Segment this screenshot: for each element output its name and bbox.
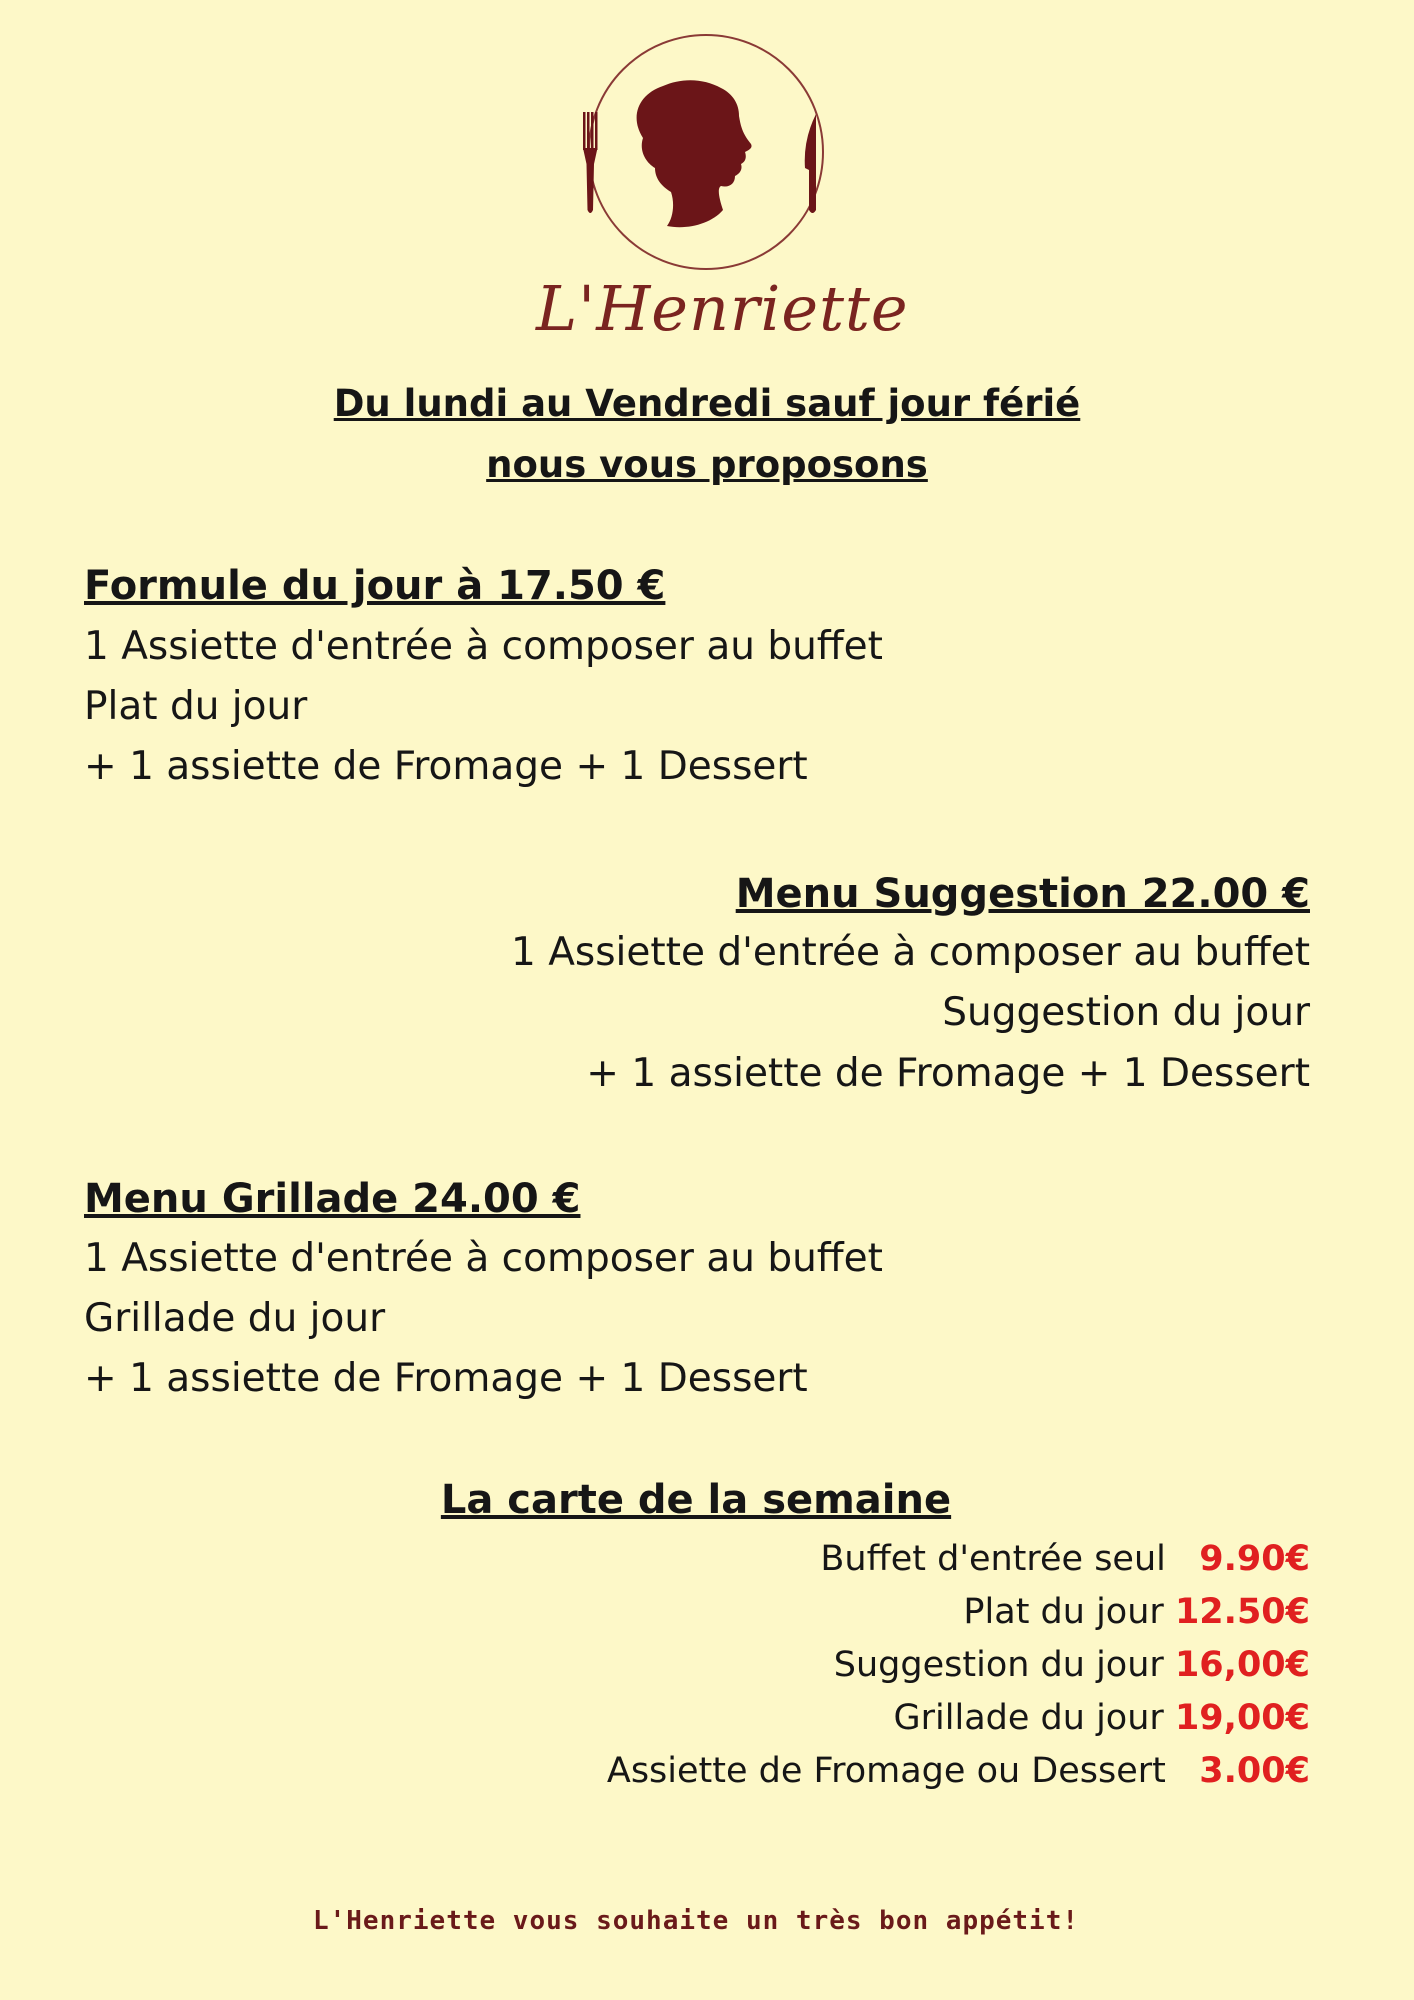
footer-message: L'Henriette vous souhaite un très bon appétit! bbox=[312, 1906, 1080, 1936]
carte-item bbox=[607, 1752, 1310, 1791]
carte-item-label: Plat du jour bbox=[963, 1592, 1164, 1632]
carte-item-label: Grillade du jour bbox=[893, 1698, 1164, 1738]
knife-icon bbox=[805, 114, 816, 213]
formule-title: Formule du jour à 17.50 € bbox=[84, 563, 666, 609]
carte-item-price: 12.50€ bbox=[1174, 1592, 1310, 1632]
carte-item-label: Assiette de Fromage ou Dessert bbox=[606, 1751, 1166, 1791]
intro-line-2: nous vous proposons bbox=[486, 443, 928, 486]
suggestion-line: Suggestion du jour bbox=[942, 990, 1310, 1035]
carte-item-price: 9.90€ bbox=[1199, 1539, 1310, 1579]
grillade-line: 1 Assiette d'entrée à composer au buffet bbox=[84, 1236, 883, 1281]
carte-item bbox=[834, 1646, 1310, 1685]
carte-item bbox=[963, 1593, 1310, 1632]
intro-line-1: Du lundi au Vendredi sauf jour férié bbox=[333, 382, 1081, 425]
carte-item-price: 19,00€ bbox=[1174, 1698, 1310, 1738]
carte-item bbox=[820, 1540, 1310, 1579]
carte-title: La carte de la semaine bbox=[440, 1477, 952, 1523]
brand-name: L'Henriette bbox=[536, 272, 909, 345]
formule-line: Plat du jour bbox=[84, 684, 308, 729]
suggestion-line: 1 Assiette d'entrée à composer au buffet bbox=[511, 930, 1310, 975]
formule-line: + 1 assiette de Fromage + 1 Dessert bbox=[84, 744, 808, 789]
woman-silhouette-icon bbox=[637, 80, 752, 227]
carte-item-price: 16,00€ bbox=[1174, 1645, 1310, 1685]
grillade-line: + 1 assiette de Fromage + 1 Dessert bbox=[84, 1356, 808, 1401]
formule-line: 1 Assiette d'entrée à composer au buffet bbox=[84, 624, 883, 669]
carte-item-label: Suggestion du jour bbox=[833, 1645, 1164, 1685]
carte-item bbox=[894, 1699, 1310, 1738]
fork-icon bbox=[583, 112, 598, 213]
carte-item-price: 3.00€ bbox=[1199, 1751, 1310, 1791]
carte-item-label: Buffet d'entrée seul bbox=[820, 1539, 1166, 1579]
suggestion-title: Menu Suggestion 22.00 € bbox=[735, 871, 1310, 917]
grillade-title: Menu Grillade 24.00 € bbox=[84, 1176, 581, 1222]
suggestion-line: + 1 assiette de Fromage + 1 Dessert bbox=[586, 1051, 1310, 1096]
grillade-line: Grillade du jour bbox=[84, 1296, 386, 1341]
